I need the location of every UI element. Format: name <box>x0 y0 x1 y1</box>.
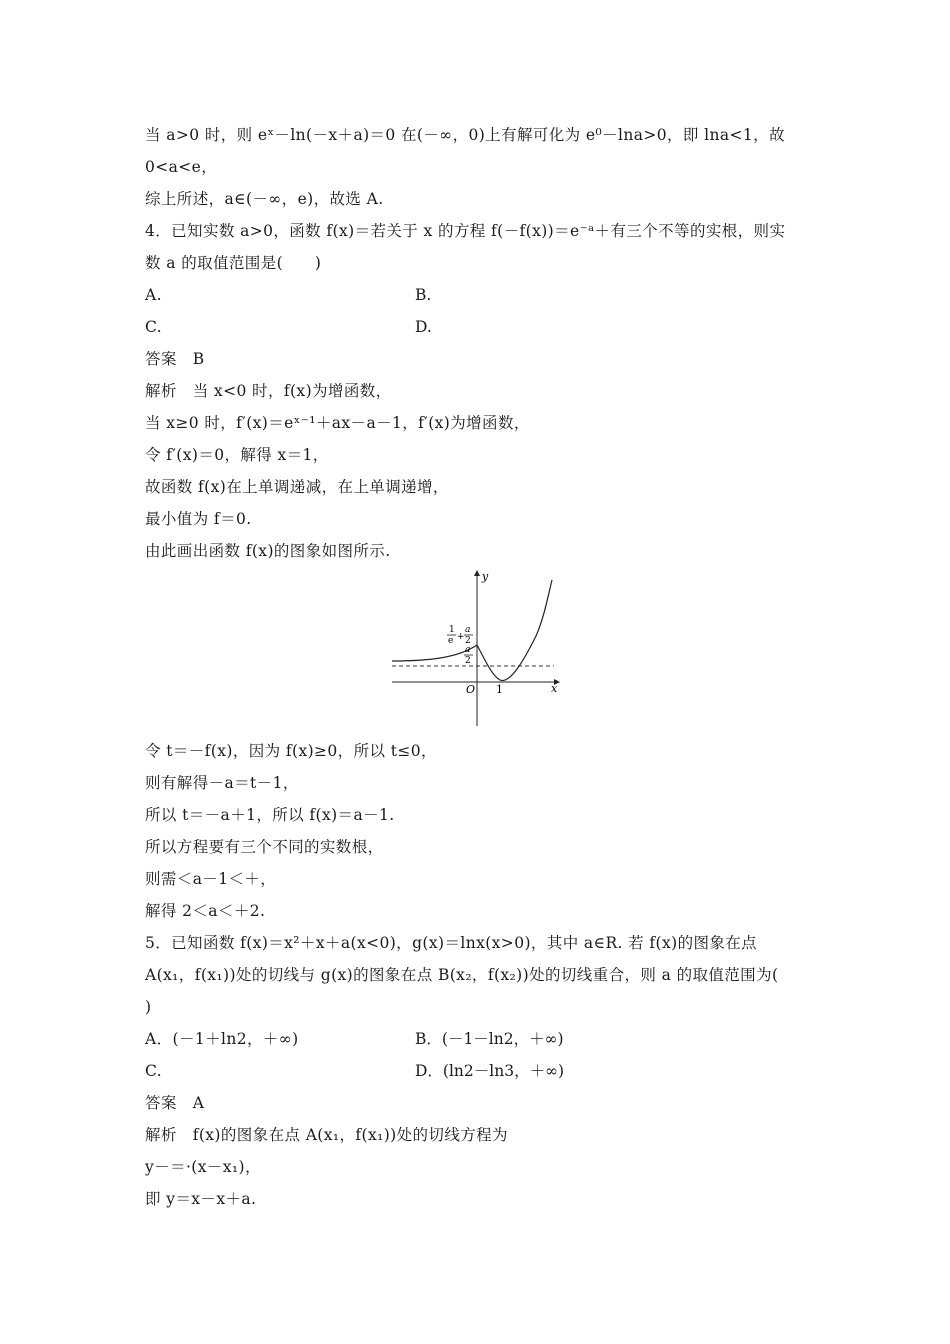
label-top-2: 2 <box>465 636 471 646</box>
analysis-line: 最小值为 f＝0. <box>145 510 252 528</box>
analysis-line: 解析 当 x<0 时，f(x)为增函数， <box>145 382 392 400</box>
analysis-line: 由此画出函数 f(x)的图象如图所示. <box>145 542 391 560</box>
y-axis-label: y <box>482 570 489 583</box>
question-5-stem-cont: ) <box>145 998 152 1016</box>
question-4-stem: 4．已知实数 a>0，函数 f(x)＝若关于 x 的方程 f(－f(x))＝e⁻ᵃ＋有三个不等的实根，则实 <box>145 222 786 240</box>
text-line: 当 a>0 时，则 eˣ－ln(－x＋a)＝0 在(－∞，0)上有解可化为 e⁰－lna>0，即 lna<1，故 <box>145 126 785 144</box>
option-b: B. <box>415 286 432 304</box>
function-graph-figure <box>388 566 563 728</box>
question-5-stem: 5．已知函数 f(x)＝x²＋x＋a(x<0)，g(x)＝lnx(x>0)，其中 a∈R. 若 f(x)的图象在点 <box>145 934 758 952</box>
answer-label: 答案 B <box>145 350 205 368</box>
analysis-line: 所以 t＝－a＋1，所以 f(x)＝a－1. <box>145 806 395 824</box>
option-d: D. <box>415 318 432 336</box>
text-line: 0<a<e， <box>145 158 218 176</box>
option-c: C. <box>145 318 163 336</box>
question-4-stem-cont: 数 a 的取值范围是( ) <box>145 254 322 272</box>
analysis-line: 故函数 f(x)在上单调递减，在上单调递增， <box>145 478 449 496</box>
analysis-line: 即 y＝x－x＋a. <box>145 1190 257 1208</box>
label-top-a: a <box>465 625 471 635</box>
x-axis-label: x <box>551 682 558 695</box>
analysis-line: 所以方程要有三个不同的实数根， <box>145 838 384 856</box>
answer-label: 答案 A <box>145 1094 205 1112</box>
label-top-plus: + <box>457 632 465 642</box>
question-5-stem-cont: A(x₁，f(x₁))处的切线与 g(x)的图象在点 B(x₂，f(x₂))处的切线重合，则 a 的取值范围为( <box>145 966 779 984</box>
curve-right-branch <box>477 580 552 680</box>
y-axis-arrow-icon <box>474 570 480 576</box>
label-top-e: e <box>448 636 454 646</box>
analysis-line: 令 t＝－f(x)，因为 f(x)≥0，所以 t≤0， <box>145 742 437 760</box>
x-tick-label: 1 <box>496 683 503 696</box>
analysis-line: 当 x≥0 时，f′(x)＝eˣ⁻¹＋ax－a－1，f′(x)为增函数， <box>145 414 530 432</box>
analysis-line: 则需＜a－1＜＋， <box>145 870 277 888</box>
option-c: C. <box>145 1062 163 1080</box>
label-top-numerator: 1 <box>449 625 455 635</box>
option-b: B．(－1－ln2，＋∞) <box>415 1030 564 1048</box>
text-line: 综上所述，a∈(－∞，e)，故选 A. <box>145 190 384 208</box>
option-d: D．(ln2－ln3，＋∞) <box>415 1062 565 1080</box>
origin-label: O <box>466 683 476 696</box>
analysis-line: 解析 f(x)的图象在点 A(x₁，f(x₁))处的切线方程为 <box>145 1126 508 1144</box>
analysis-line: y－＝·(x－x₁)， <box>145 1158 261 1176</box>
option-a: A．(－1＋ln2，＋∞) <box>145 1030 299 1048</box>
label-mid-a: a <box>465 645 471 655</box>
analysis-line: 则有解得－a＝t－1， <box>145 774 299 792</box>
option-a: A. <box>145 286 162 304</box>
analysis-line: 解得 2＜a＜＋2. <box>145 902 266 920</box>
label-mid-2: 2 <box>465 656 471 666</box>
analysis-line: 令 f′(x)＝0，解得 x＝1， <box>145 446 329 464</box>
